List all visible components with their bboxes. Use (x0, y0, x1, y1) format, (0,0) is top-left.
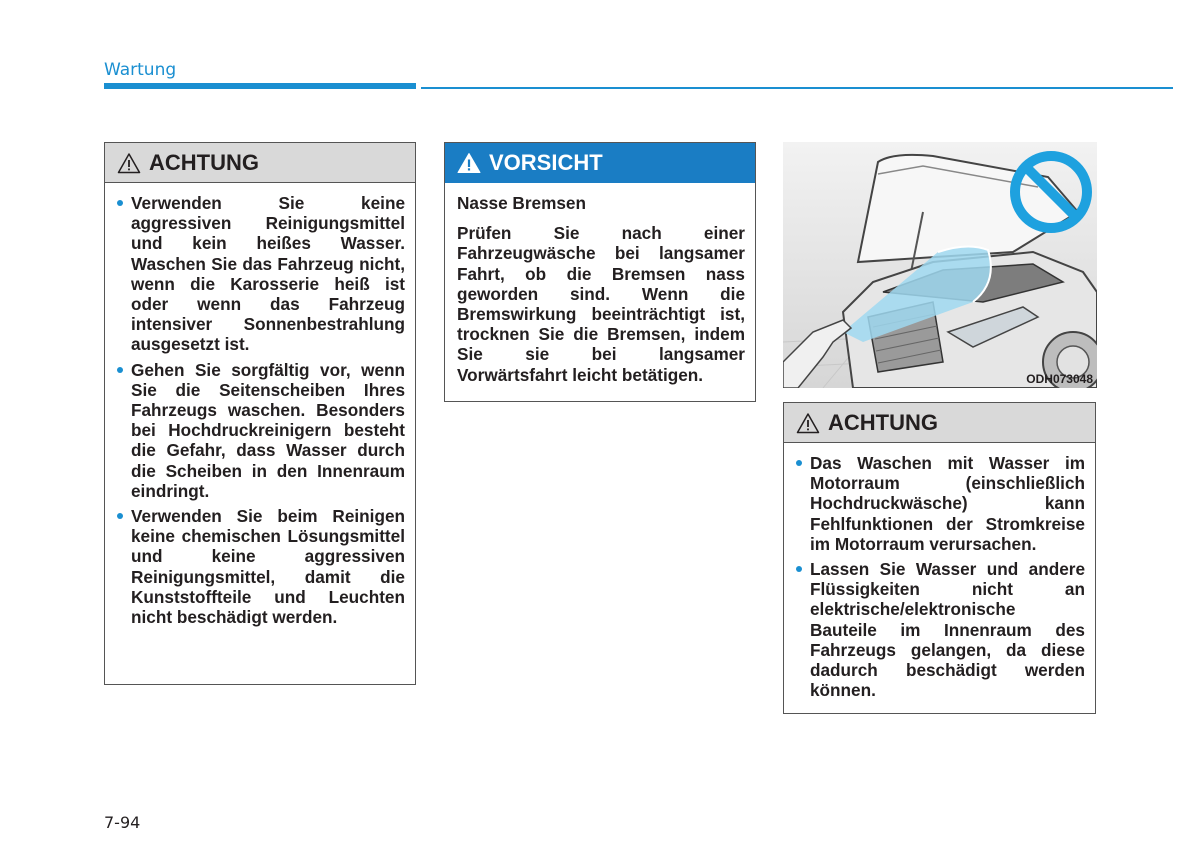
car-hood-illustration (783, 142, 1097, 388)
warning-box-title: ACHTUNG (828, 409, 938, 435)
list-item: Lassen Sie Wasser und andere Flüssigkeiten nicht an elektrische/elektronische Bauteile im Innenraum des Fahrzeugs gelangen, da diese dadurch beschädigt werden können. (796, 559, 1085, 700)
list-item: Verwenden Sie keine aggressiven Reinigungsmittel und kein heißes Wasser. Waschen Sie das Fahrzeug nicht, wenn die Karosserie heiß ist oder wenn das Fahrzeug intensiver Sonnenbestrahlung ausgesetzt ist. (117, 193, 405, 355)
warning-triangle-icon (796, 412, 820, 434)
caution-text: Prüfen Sie nach einer Fahrzeugwäsche bei langsamer Fahrt, ob die Bremsen nass geworden sind. Wenn die Bremswirkung beeinträchtigt ist, trocknen Sie die Bremsen, indem Sie sie bei langsamer Vorwärtsfahrt leicht betätigen. (457, 223, 745, 385)
warning-box-header (105, 143, 415, 183)
caution-box-title: VORSICHT (489, 150, 603, 175)
caution-box (444, 142, 756, 402)
caution-triangle-icon (457, 152, 481, 174)
warning-box-body (784, 443, 1095, 715)
list-item: Verwenden Sie beim Reinigen keine chemischen Lösungsmittel und keine aggressiven Reinigungsmittel, damit die Kunststoffteile und Leuchten nicht beschädigt werden. (117, 506, 405, 627)
page-number: 7-94 (104, 813, 141, 832)
caution-box-body (445, 183, 755, 405)
list-item: Gehen Sie sorgfältig vor, wenn Sie die Seitenscheiben Ihres Fahrzeugs waschen. Besonders bei Hochdruckreinigern besteht die Gefahr, dass Wasser durch die Scheiben in den Innenraum eindringt. (117, 360, 405, 501)
section-title: Wartung (104, 60, 177, 80)
header-rule-thin (421, 87, 1173, 89)
warning-box-body (105, 183, 415, 642)
warning-box-title: ACHTUNG (149, 149, 259, 175)
warning-box-left (104, 142, 416, 685)
warning-box-header (784, 403, 1095, 443)
figure-code: ODH073048 (1026, 372, 1093, 386)
caution-subtitle: Nasse Bremsen (457, 193, 586, 213)
list-item: Das Waschen mit Wasser im Motorraum (einschließlich Hochdruckwäsche) kann Fehlfunktionen der Stromkreise im Motorraum verursachen. (796, 453, 1085, 554)
warning-box-right (783, 402, 1096, 714)
caution-box-header (445, 143, 755, 183)
warning-list (117, 193, 405, 627)
warning-triangle-icon (117, 152, 141, 174)
engine-wash-illustration (783, 142, 1097, 388)
header-rule-thick (104, 83, 416, 89)
warning-list (796, 453, 1085, 700)
